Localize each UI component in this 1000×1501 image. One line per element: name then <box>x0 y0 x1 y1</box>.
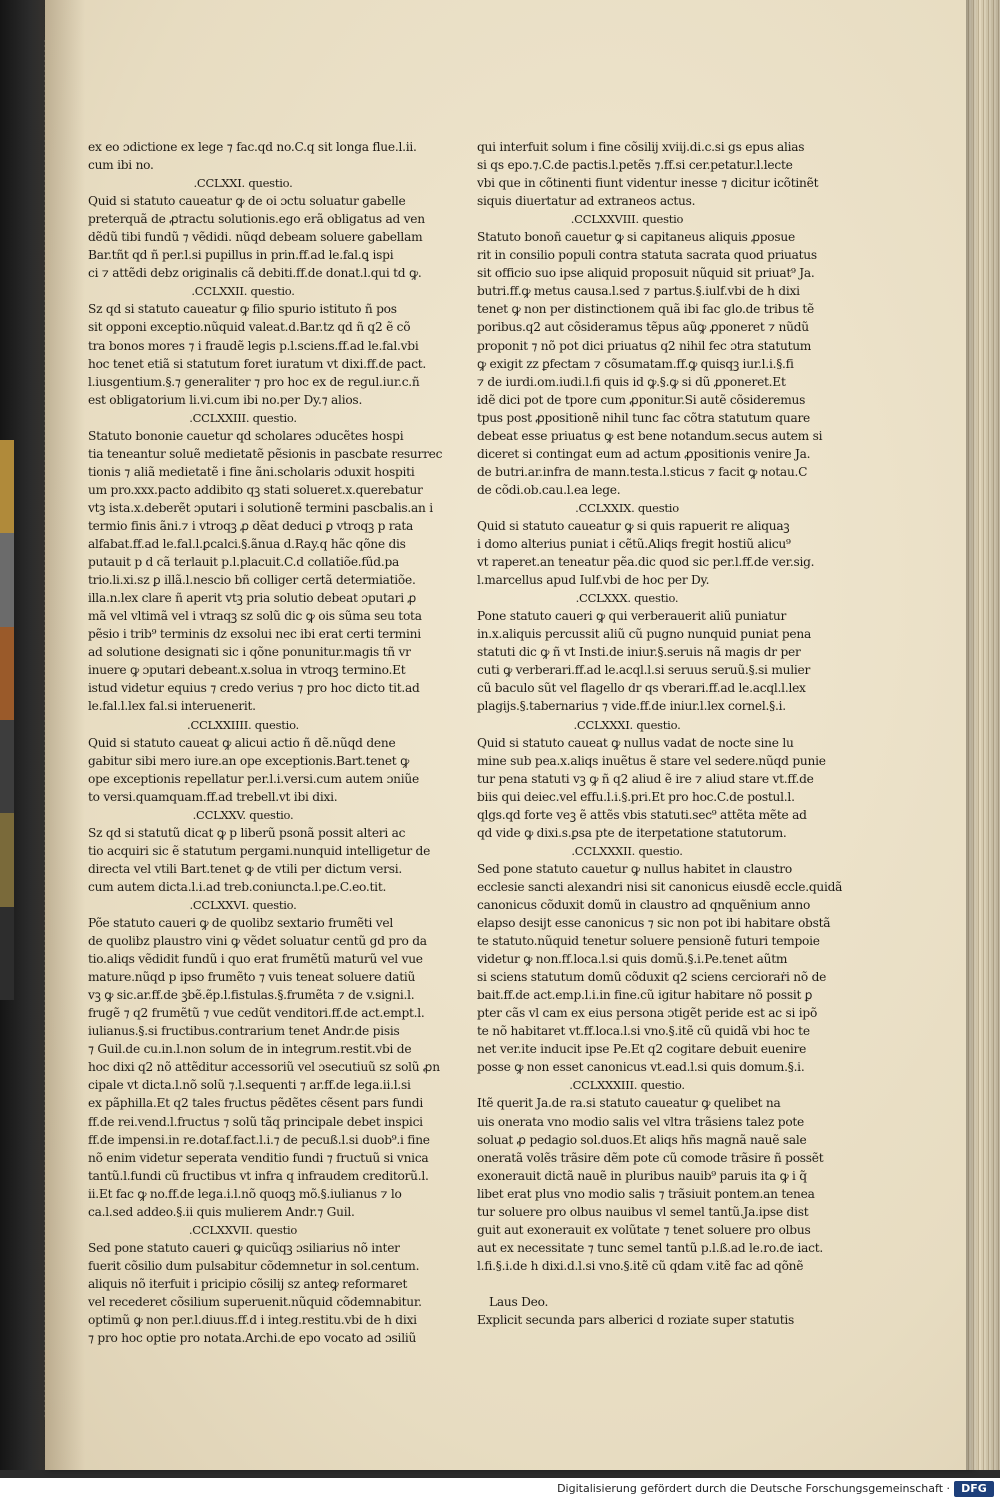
text-line: tenet ꝙ non per distinctionem quã ibi fac glo.de tribus tẽ <box>477 302 814 317</box>
text-line: pẽsio i trib⁹ terminis dz exsolui nec ibi erat certi termini <box>88 627 421 642</box>
text-line: illa.n.lex clare ñ aperit vtꝫ pria solutio debeat ɔputari ꝓ <box>88 591 416 606</box>
text-line: Sed pone statuto caueri ꝙ quicũqꝫ ɔsiliarius nõ inter <box>88 1240 400 1255</box>
text-line: iulianus.§.si fructibus.contrarium tenet Andr.de pisis <box>88 1024 400 1039</box>
question-heading: .CCLXXI. questio. <box>193 176 293 191</box>
text-line: Sed pone statuto cauetur ꝙ nullus habitet in claustro <box>477 861 792 876</box>
text-line: est obligatorium li.vi.cum ibi no.per Dy.⁊ alios. <box>88 392 363 407</box>
question-heading: .CCLXXVIII. questio <box>570 212 684 227</box>
text-line: canonicus cõduxit domũ in claustro ad qnquẽnium anno <box>477 897 811 912</box>
text-line: cipale vt dicta.l.nõ solũ ⁊.l.sequenti ⁊ ar.ff.de lega.ii.l.si <box>88 1078 411 1093</box>
text-line: cum autem dicta.l.i.ad treb.coniuncta.l.pe.C.eo.tit. <box>88 879 387 894</box>
text-line: ope exceptionis repellatur per.l.i.versi.cum autem ɔniũe <box>88 771 419 786</box>
right-page-edges <box>966 0 1000 1470</box>
text-line: exonerauit dictã nauẽ in pluribus nauib⁹ paruis ita ꝙ i q̃ <box>477 1168 807 1183</box>
text-line: elapso desijt esse canonicus ⁊ sic non pot ibi habitare obstã <box>477 916 831 931</box>
text-line: cuti ꝙ verberari.ff.ad le.acql.l.si seruus seruũ.§.si mulier <box>477 663 811 678</box>
text-line: i domo alterius puniat i cẽtũ.Aliqs fregit hostiũ alicu⁹ <box>477 537 791 552</box>
text-line: statuti dic ꝙ ñ vt Insti.de iniur.§.seruis nã magis dr per <box>477 645 801 660</box>
text-line: mature.nũqd p ipso frumẽto ⁊ vuis teneat soluere datiũ <box>88 970 416 985</box>
text-line: ff.de rei.vend.l.fructus ⁊ solũ tãq principale debet inspici <box>88 1114 423 1129</box>
text-line: posse ꝙ non esset canonicus vt.ead.l.si quis domum.§.i. <box>477 1060 805 1075</box>
text-line: si qs epo.⁊.C.de pactis.l.petẽs ⁊.ff.si cer.petatur.l.lecte <box>477 158 793 173</box>
text-line: tia teneantur soluẽ medietatẽ pẽsionis in pascbate resurrec <box>88 446 443 461</box>
text-line: in.x.aliquis percussit aliũ cũ pugno nunquid puniat pena <box>477 627 811 642</box>
question-heading: .CCLXXXI. questio. <box>573 717 681 732</box>
text-line: te statuto.nũquid tenetur soluere pensionẽ futuri tempoie <box>477 934 820 949</box>
text-line: pter cãs vl cam ex eius persona ɔtigẽt peride est ac si ipõ <box>477 1006 818 1021</box>
text-line: tur pena statuti vꝫ ꝙ ñ q2 aliud ẽ ire ⁊ aliud stare vt.ff.de <box>477 771 814 786</box>
text-line: istud videtur equius ⁊ credo verius ⁊ pro hoc dicto tit.ad <box>88 681 420 696</box>
text-line: l.fi.§.i.de h dixi.d.l.si vno.§.itẽ cũ qdam v.itẽ fac ad qõnẽ <box>477 1258 804 1273</box>
text-line: Pone statuto caueri ꝙ qui verberauerit aliũ puniatur <box>477 609 787 624</box>
text-line: frugẽ ⁊ q2 frumẽtũ ⁊ vue cedũt venditori.ff.de act.empt.l. <box>88 1006 425 1021</box>
text-line: ⁊ Guil.de cu.in.l.non solum de in integrum.restit.vbi de <box>88 1042 412 1057</box>
text-line: gabitur sibi mero iure.an ope exceptionis.Bart.tenet ꝙ <box>88 753 409 768</box>
question-heading: .CCLXXXII. questio. <box>571 843 683 858</box>
text-line: qui interfuit solum i fine cõsilij xviij.di.c.si gs epus alias <box>477 140 805 154</box>
text-line: Statuto bononie cauetur qd scholares ɔducẽtes hospi <box>88 428 404 443</box>
text-line: Bar.tñt qd ñ per.l.si pupillus in prin.ff.ad le.fal.ꝗ ispi <box>88 248 394 263</box>
text-line: te nõ habitaret vt.ff.loca.l.si vno.§.itẽ cũ quidã vbi hoc te <box>477 1024 810 1039</box>
text-line: qlgs.qd forte veꝫ ẽ attẽs vbis statuti.sec⁹ attẽta mẽte ad <box>477 807 807 822</box>
question-heading: .CCLXXV. questio. <box>192 807 294 822</box>
text-line: soluat ꝓ pedagio sol.duos.Et aliqs hñs magnã nauẽ sale <box>477 1132 807 1147</box>
text-line: le.fal.l.lex fal.si interuenerit. <box>88 699 256 714</box>
text-line: tionis ⁊ aliã medietatẽ i fine ãni.scholaris ɔduxit hospiti <box>88 464 415 479</box>
text-line: tantũ.l.fundi cũ fructibus vt infra q infraudem creditorũ.l. <box>88 1168 429 1183</box>
text-line: Quid si statuto caueatur ꝙ si quis rapuerit re aliquaꝫ <box>477 518 790 533</box>
text-line: Sz qd si statutũ dicat ꝙ p liberũ psonã possit alteri ac <box>88 825 406 840</box>
text-line: ff.de impensi.in re.dotaf.fact.l.i.⁊ de pecuß.l.si duob⁹.i fine <box>88 1132 430 1147</box>
text-line: uis onerata vno modio salis vel vltra trãsiens talez pote <box>477 1114 805 1129</box>
text-line: poribus.q2 aut cõsideramus tẽpus aũꝙ ꝓponeret ⁊ nũdũ <box>477 320 809 335</box>
text-line: sit officio suo ipse aliquid proposuit nũquid sit priuat⁹ Ja. <box>477 266 815 281</box>
footer-credit: Digitalisierung gefördert durch die Deutsche Forschungsgemeinschaft · <box>557 1482 950 1495</box>
text-line: si sciens statutum domũ cõduxit q2 sciens cercioraṙi nõ de <box>477 970 827 985</box>
text-line: proponit ⁊ nõ pot dici priuatus q2 nihil fec ɔtra statutum <box>477 338 812 353</box>
text-line: l.marcellus apud Iulf.vbi de hoc per Dy. <box>477 573 710 588</box>
text-line: Põe statuto caueri ꝙ de quolibz sextario frumẽti vel <box>88 916 394 931</box>
text-line: cũ baculo sũt vel flagello dr qs vberari.ff.ad le.acql.l.lex <box>477 681 806 696</box>
text-line: Statuto bonoñ cauetur ꝙ si capitaneus aliquis ꝓposue <box>477 230 795 245</box>
text-line: de cõdi.ob.cau.l.ea lege. <box>477 482 621 497</box>
text-line: preterquã de ꝓtractu solutionis.ego erã obligatus ad ven <box>88 212 425 227</box>
text-line: ⁊ de iurdi.om.iudi.l.fi quis id ꝙ.§.ꝙ si dũ ꝓponeret.Et <box>477 374 786 389</box>
text-line: putauit p d cã terlauit p.l.placuit.C.d collatiõe.fũd.pa <box>88 555 400 570</box>
text-line: vbi que in cõtinenti fiunt videntur inesse ⁊ dicitur icõtinẽt <box>477 176 819 191</box>
text-line: de butri.ar.infra de mann.testa.l.sticus ⁊ facit ꝙ notau.C <box>477 464 808 479</box>
text-line: Itẽ querit Ja.de ra.si statuto caueatur ꝙ quelibet na <box>477 1096 781 1111</box>
text-line: debeat esse priuatus ꝙ est bene notandum.secus autem si <box>477 428 823 443</box>
text-line: Explicit secunda pars alberici d roziate super statutis <box>477 1313 795 1328</box>
text-line: bait.ff.de act.emp.l.i.in fine.cũ igitur habitare nõ possit ꝑ <box>477 988 813 1003</box>
text-line: tur soluere pro olbus nauibus vl semel tantũ.Ja.ipse dist <box>477 1204 809 1219</box>
text-line: fuerit cõsilio dum pulsabitur cõdemnetur in sol.centum. <box>88 1258 420 1273</box>
text-line: libet erat plus vno modio salis ⁊ trãsiuit pontem.an tenea <box>477 1186 815 1201</box>
left-text-column <box>88 138 443 1347</box>
text-line: hoc dixi q2 nõ attẽditur accessoriũ vel ɔsecutiuũ sz solũ ꝓn <box>88 1060 440 1075</box>
right-text-column <box>477 138 843 1329</box>
text-line: mine sub pea.x.aliqs inuẽtus ẽ stare vel sedere.nũqd punie <box>477 753 826 768</box>
text-line: mã vel vltimã vel i vtraqꝫ sz solũ dic ꝙ ois sũma seu tota <box>88 609 422 624</box>
text-line: to versi.quamquam.ff.ad trebell.vt ibi dixi. <box>88 789 338 804</box>
question-heading: .CCLXXIIII. questio. <box>187 717 299 732</box>
text-line: butri.ff.ꝙ metus causa.l.sed ⁊ partus.§.iulf.vbi de h dixi <box>477 284 800 299</box>
text-line: Laus Deo. <box>489 1295 549 1309</box>
text-line: optimũ ꝙ non per.l.diuus.ff.d i integ.restitu.vbi de h dixi <box>88 1313 417 1328</box>
text-line: ii.Et fac ꝙ no.ff.de lega.i.l.nõ quoqꝫ mõ.§.iulianus ⁊ lo <box>88 1186 402 1201</box>
text-line: vtꝫ ista.x.deberẽt ɔputari i solutionẽ termini pascbalis.an i <box>88 500 433 515</box>
text-line: aliquis nõ iterfuit i pricipio cõsilij sz anteꝙ reformaret <box>88 1276 408 1291</box>
text-line: tra bonos mores ⁊ i fraudẽ legis p.l.sciens.ff.ad le.fal.vbi <box>88 338 419 353</box>
text-line: l.iusgentium.§.⁊ generaliter ⁊ pro hoc ex de regul.iur.c.ñ <box>88 374 420 389</box>
text-line: dẽdũ tibi fundũ ⁊ vẽdidi. nũqd debeam soluere gabellam <box>88 230 423 245</box>
text-line: ex eo ɔdictione ex lege ⁊ fac.qd no.C.q sit longa flue.l.ii. <box>88 140 417 154</box>
text-line: ecclesie sancti alexandri nisi sit canonicus eiusdẽ eccle.quidã <box>477 879 843 894</box>
text-line: ad solutione designati sic i qõne ponunitur.magis tñ vr <box>88 645 411 660</box>
text-line: vt raperet.an teneatur pẽa.dic quod sic per.l.ff.de ver.sig. <box>477 555 815 570</box>
text-line: tpus post ꝓpositionẽ nihil tunc fac cõtra statutum quare <box>477 410 811 425</box>
text-line: nõ enim videtur seperata venditio fundi ⁊ fructuũ si vnica <box>88 1150 429 1165</box>
text-line: alfabat.ff.ad le.fal.l.ꝑcalci.§.ãnua d.Ray.q hãc qõne dis <box>88 537 406 552</box>
text-line: sit opponi exceptio.nũquid valeat.d.Bar.tz qd ñ q2 ẽ cõ <box>88 320 411 335</box>
text-line: ꝙ exigit zz ꝑfectam ⁊ cõsumatam.ff.ꝙ quisqꝫ iur.l.i.§.fi <box>477 356 794 371</box>
text-line: Quid si statuto caueatur ꝙ de oi ɔctu soluatur gabelle <box>88 194 406 209</box>
text-line: Quid si statuto caueat ꝙ alicui actio ñ dẽ.nũqd dene <box>88 735 396 750</box>
text-line <box>477 1275 777 1293</box>
footer-bar <box>0 1478 1000 1501</box>
text-line: directa vel vtili Bart.tenet ꝙ de vtili per dictum versi. <box>88 861 402 876</box>
dfg-logo: DFG <box>954 1481 994 1497</box>
text-line: inuere ꝙ ɔputari debeant.x.solua in vtroqꝫ termino.Et <box>88 663 406 678</box>
text-line: termio finis ãni.⁊ i vtroqꝫ ꝓ dẽat deduci ꝑ vtroqꝫ p rata <box>88 518 414 533</box>
text-line: Quid si statuto caueat ꝙ nullus vadat de nocte sine lu <box>477 735 794 750</box>
text-line: tio acquiri sic ẽ statutum pergami.nunquid intelligetur de <box>88 843 431 858</box>
color-calibration-strip <box>0 440 14 1000</box>
question-heading: .CCLXXII. questio. <box>191 284 295 299</box>
text-line: qd vide ꝙ dixi.s.ꝑsa pte de iterpetatione statutorum. <box>477 825 787 840</box>
text-line: oneratã volẽs trãsire dẽm pote cũ comode trãsire ñ possẽt <box>477 1150 824 1165</box>
text-line: biis qui deiec.vel effu.l.i.§.pri.Et pro hoc.C.de postul.l. <box>477 789 795 804</box>
text-line: vꝫ ꝙ sic.ar.ff.de ꝫbẽ.ẽp.l.fistulas.§.frumẽta ⁊ de v.signi.l. <box>88 988 415 1003</box>
text-line: tio.aliqs vẽdidit fundũ i quo erat frumẽtũ maturũ vel vue <box>88 952 423 967</box>
text-line: um pro.xxx.pacto addibito qꝫ stati solueret.x.querebatur <box>88 482 423 497</box>
text-line: siquis diuertatur ad extraneos actus. <box>477 194 696 209</box>
text-line: aut ex necessitate ⁊ tunc semel tantũ p.l.ß.ad le.ro.de iact. <box>477 1240 823 1255</box>
text-line: ex pãphilla.Et q2 tales fructus pẽdẽtes cẽsent pars fundi <box>88 1096 423 1111</box>
question-heading: .CCLXXIX. questio <box>575 500 679 515</box>
text-line: plagijs.§.tabernarius ⁊ vide.ff.de iniur.l.lex cornel.§.i. <box>477 699 786 714</box>
text-line: net ver.ite inducit ipse Pe.Et q2 cogitare debuit euenire <box>477 1042 807 1057</box>
text-line: idẽ dici pot de tpore cum ꝓponitur.Si autẽ cõsideremus <box>477 392 806 407</box>
question-heading: .CCLXXVII. questio <box>188 1222 298 1237</box>
question-heading: .CCLXXIII. questio. <box>189 410 297 425</box>
text-line: de quolibz plaustro vini ꝙ vẽdet soluatur centũ gd pro da <box>88 934 427 949</box>
text-line: Sz qd si statuto caueatur ꝙ filio spurio istituto ñ pos <box>88 302 397 317</box>
text-line: ⁊ pro hoc optie pro notata.Archi.de epo vocato ad ɔsiliũ <box>88 1331 417 1346</box>
text-line: hoc tenet etiã si statutum foret iuratum vt dixi.ff.de pact. <box>88 356 427 371</box>
text-line: trio.li.xi.sz ꝑ illã.l.nescio bñ colliger certã determiatiõe. <box>88 573 416 588</box>
text-line: guit aut exonerauit ex volũtate ⁊ tenet soluere pro olbus <box>477 1222 811 1237</box>
text-line: rit in consilio populi contra statuta sacrata quod priuatus <box>477 248 817 263</box>
text-line: diceret si contingat eum ad actum ꝓpositionis venire Ja. <box>477 446 811 461</box>
text-line: cum ibi no. <box>88 158 154 173</box>
text-line: vel recederet cõsilium superuenit.nũquid cõdemnabitur. <box>88 1295 422 1309</box>
text-line: ci ⁊ attẽdi debz originalis cã debiti.ff.de donat.l.qui td ꝙ. <box>88 266 422 281</box>
question-heading: .CCLXXXIII. questio. <box>569 1078 685 1093</box>
text-line: videtur ꝙ non.ff.loca.l.si quis domũ.§.i.Pe.tenet aũtm <box>477 952 788 967</box>
question-heading: .CCLXXX. questio. <box>575 591 679 606</box>
question-heading: .CCLXXVI. questio. <box>189 897 297 912</box>
text-line: ca.l.sed addeo.§.ii quis mulierem Andr.⁊ Guil. <box>88 1204 355 1219</box>
